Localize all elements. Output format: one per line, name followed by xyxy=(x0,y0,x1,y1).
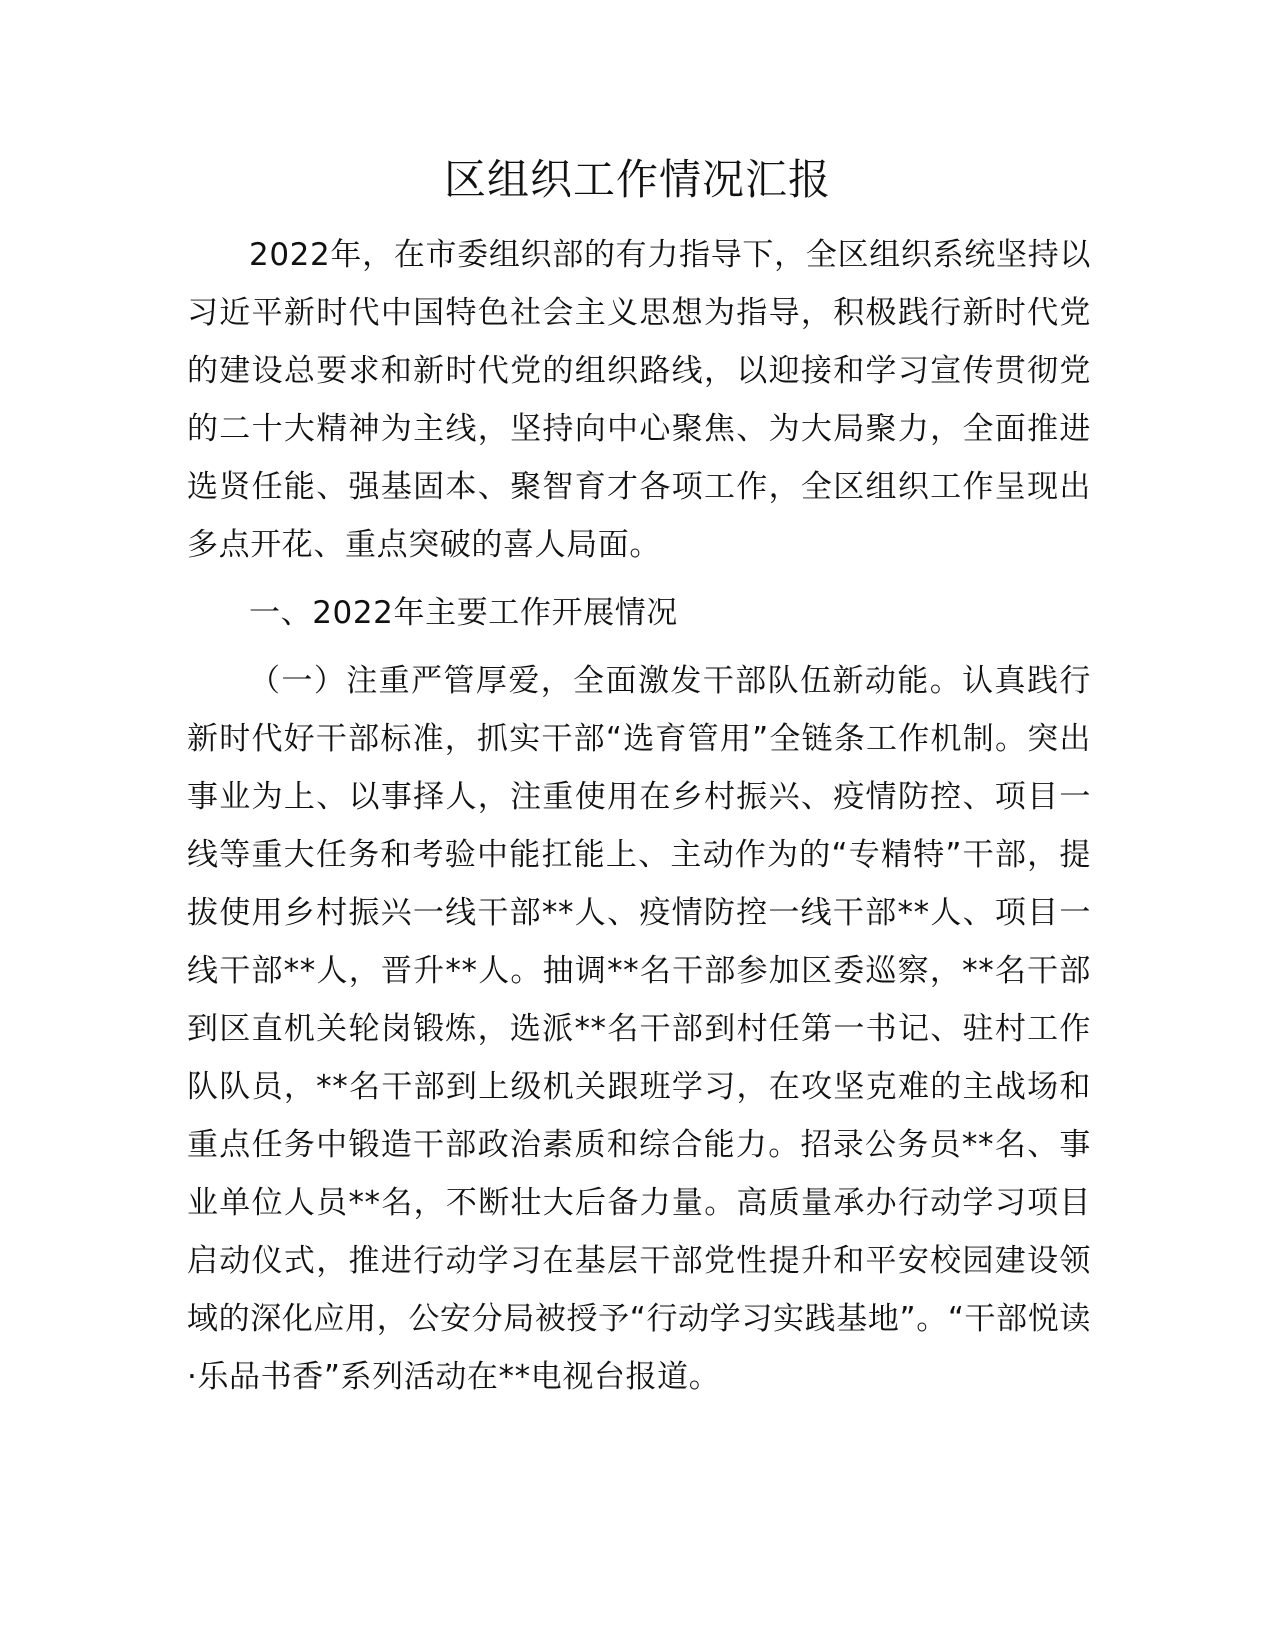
document-body xyxy=(187,226,1091,1406)
section-paragraph: （一）注重严管厚爱，全面激发干部队伍新动能。认真践行新时代好干部标准，抓实干部“选育管用”全链条工作机制。突出事业为上、以事择人，注重使用在乡村振兴、疫情防控、项目一线等重大任务和考验中能扛能上、主动作为的“专精特”干部，提拔使用乡村振兴一线干部**人、疫情防控一线干部**人、项目一线干部**人，晋升**人。抽调**名干部参加区委巡察，**名干部到区直机关轮岗锻炼，选派**名干部到村任第一书记、驻村工作队队员，**名干部到上级机关跟班学习，在攻坚克难的主战场和重点任务中锻造干部政治素质和综合能力。招录公务员**名、事业单位人员**名，不断壮大后备力量。高质量承办行动学习项目启动仪式，推进行动学习在基层干部党性提升和平安校园建设领域的深化应用，公安分局被授予“行动学习实践基地”。“干部悦读·乐品书香”系列活动在**电视台报道。 xyxy=(187,663,1091,1395)
intro-paragraph: 2022年，在市委组织部的有力指导下，全区组织系统坚持以习近平新时代中国特色社会主义思想为指导，积极践行新时代党的建设总要求和新时代党的组织路线，以迎接和学习宣传贯彻党的二十大精神为主线，坚持向中心聚焦、为大局聚力，全面推进选贤任能、强基固本、聚智育才各项工作，全区组织工作呈现出多点开花、重点突破的喜人局面。 xyxy=(187,237,1091,563)
section-heading: 一、2022年主要工作开展情况 xyxy=(249,595,678,631)
document-title: 区组织工作情况汇报 xyxy=(443,155,831,204)
